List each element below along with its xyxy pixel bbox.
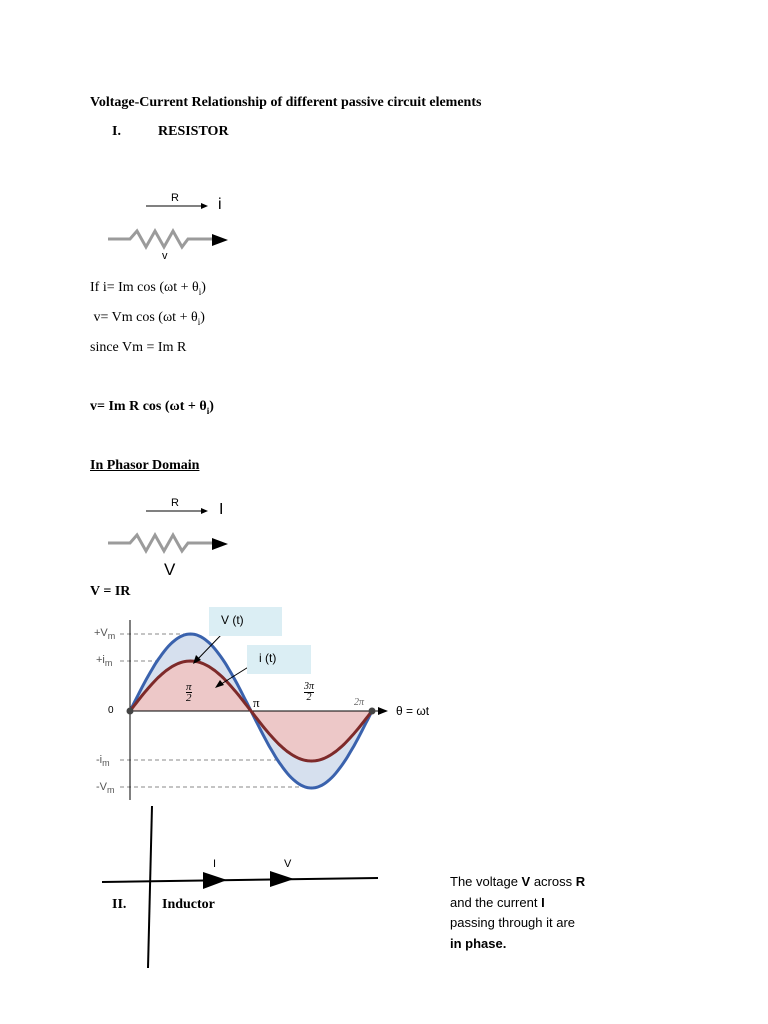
phasor-label-v: V: [284, 858, 292, 870]
phasor-label-i: I: [213, 858, 217, 870]
voltage-phasor-arrow: [270, 871, 294, 887]
section-title-resistor: RESISTOR: [158, 124, 229, 139]
phasor-diagram: [0, 0, 1, 1]
equation-vm: since Vm = Im R: [90, 340, 187, 355]
origin-dot: [127, 708, 134, 715]
x-label-2pi: 2π: [354, 697, 365, 708]
x-label-pi-half: π 2: [186, 681, 192, 704]
y-label-neg-im: $-i_m$: [96, 754, 110, 769]
x-label-3pi-half: 3π 2: [304, 681, 315, 703]
axis-label-theta: θ = ωt: [396, 704, 430, 718]
page-heading: Voltage-Current Relationship of different passive circuit elements: [90, 95, 482, 110]
x-label-pi: π: [253, 695, 260, 710]
resistor-label-r: R: [171, 192, 179, 204]
current-label-i: i: [218, 196, 222, 213]
y-label-im: $+i_m$: [96, 654, 113, 669]
voltage-label-V: V: [164, 560, 176, 579]
current-phasor-arrow: [203, 872, 227, 889]
phase-note: The voltage V across R and the current I passing through it are in phase.: [450, 874, 586, 951]
equation-current: If i= Im $\cos (\omega t + \theta_i)$: [90, 280, 206, 297]
current-label-I: I: [219, 501, 224, 518]
y-label-vm: $+V_m$: [94, 627, 116, 642]
voltage-label-v: v: [162, 250, 168, 262]
resistor-label-r-2: R: [171, 497, 179, 509]
section-number-2: II.: [112, 897, 130, 913]
callout-current: i (t): [247, 645, 311, 674]
phasor-heading: In Phasor Domain: [90, 458, 200, 473]
section-title-inductor: Inductor: [158, 897, 219, 913]
equation-result: v= Im R $\cos (\omega t + \theta_i)$: [90, 399, 214, 416]
ohms-law: V = IR: [90, 584, 131, 599]
y-label-zero: 0: [108, 705, 114, 716]
y-label-neg-vm: $-V_m$: [96, 781, 115, 796]
callout-voltage: V (t): [209, 607, 282, 636]
end-dot: [369, 708, 376, 715]
section-number-1: I.: [112, 124, 121, 139]
equation-voltage: v= Vm $\cos (\omega t + \theta_i)$: [90, 310, 205, 327]
